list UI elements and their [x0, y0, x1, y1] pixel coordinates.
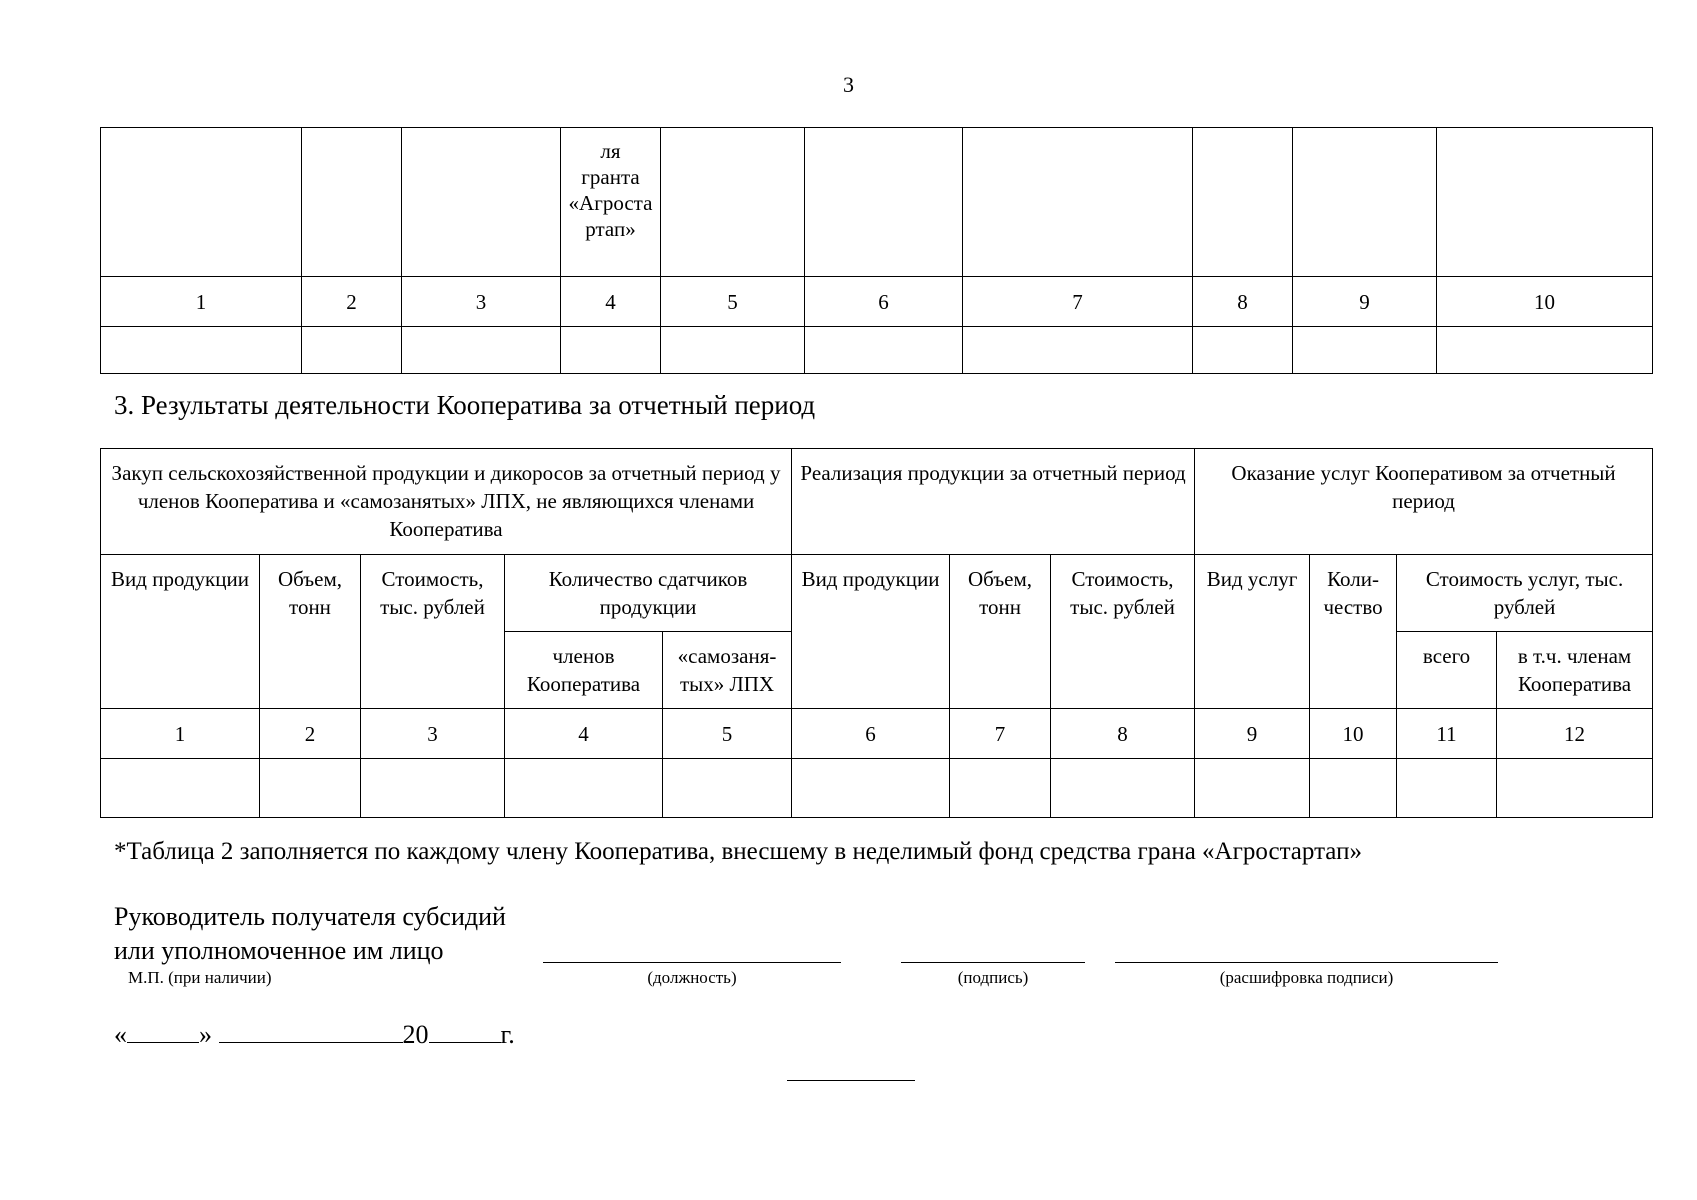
column-number: 7: [963, 277, 1193, 327]
col-members: членов Кооператива: [505, 632, 663, 709]
name-line[interactable]: [1115, 962, 1498, 963]
col-services-cost: Стоимость услуг, тыс. рублей: [1397, 555, 1653, 632]
header-text-line: ля: [600, 139, 621, 163]
column-number: 2: [302, 277, 402, 327]
input-cell[interactable]: [1397, 759, 1497, 818]
column-number: 6: [792, 709, 950, 759]
input-cell[interactable]: [101, 759, 260, 818]
col-cost: Стоимость, тыс. рублей: [361, 555, 505, 709]
date-close-quote: »: [199, 1020, 212, 1049]
position-caption: (должность): [647, 968, 737, 987]
input-cell[interactable]: [661, 327, 805, 374]
month-blank[interactable]: [219, 1020, 403, 1043]
group-header-purchase: Закуп сельскохозяйственной продукции и дикоросов за отчетный период у членов Кооператива и «самозанятых» ЛПХ, не являющихся членами Кооператива: [101, 449, 792, 555]
col-suppliers-count: Количество сдатчиков продукции: [505, 555, 792, 632]
day-blank[interactable]: [127, 1020, 199, 1043]
year-blank[interactable]: [429, 1020, 501, 1043]
name-caption: (расшифровка подписи): [1219, 968, 1394, 987]
input-cell[interactable]: [260, 759, 361, 818]
column-number: 4: [505, 709, 663, 759]
column-number: 6: [805, 277, 963, 327]
column-number: 3: [361, 709, 505, 759]
signer-title-line-2: или уполномоченное им лицо: [114, 936, 444, 965]
col-sales-cost: Стоимость, тыс. рублей: [1051, 555, 1195, 709]
input-cell[interactable]: [792, 759, 950, 818]
section-3-title: 3. Результаты деятельности Кооператива за отчетный период: [114, 390, 816, 420]
position-line[interactable]: [543, 962, 841, 963]
column-number: 8: [1193, 277, 1293, 327]
input-cell[interactable]: [302, 327, 402, 374]
column-number: 10: [1310, 709, 1397, 759]
closing-separator: [787, 1080, 915, 1081]
column-number: 5: [663, 709, 792, 759]
header-cell: [101, 128, 302, 277]
date-line: [114, 1020, 515, 1050]
column-number: 9: [1293, 277, 1437, 327]
header-cell: [1193, 128, 1293, 277]
header-text-line: гранта: [581, 165, 640, 189]
input-cell[interactable]: [1310, 759, 1397, 818]
input-cell[interactable]: [1193, 327, 1293, 374]
col-volume: Объем, тонн: [260, 555, 361, 709]
input-cell[interactable]: [1051, 759, 1195, 818]
col-sales-product-type: Вид продукции: [792, 555, 950, 709]
col-sales-volume: Объем, тонн: [950, 555, 1051, 709]
column-number: 5: [661, 277, 805, 327]
column-number: 1: [101, 709, 260, 759]
column-number: 1: [101, 277, 302, 327]
signature-line[interactable]: [901, 962, 1085, 963]
column-number: 10: [1437, 277, 1653, 327]
col-quantity: Коли-чество: [1310, 555, 1397, 709]
column-number: 12: [1497, 709, 1653, 759]
input-cell[interactable]: [1195, 759, 1310, 818]
input-cell[interactable]: [505, 759, 663, 818]
input-cell[interactable]: [1437, 327, 1653, 374]
footnote: *Таблица 2 заполняется по каждому члену Кооператива, внесшему в неделимый фонд средства грана «Агростартап»: [114, 838, 1362, 865]
header-cell: [661, 128, 805, 277]
input-cell[interactable]: [361, 759, 505, 818]
col-self-employed: «самозаня-тых» ЛПХ: [663, 632, 792, 709]
column-number: 9: [1195, 709, 1310, 759]
input-cell[interactable]: [1497, 759, 1653, 818]
input-cell[interactable]: [663, 759, 792, 818]
header-cell: [402, 128, 561, 277]
input-cell[interactable]: [1293, 327, 1437, 374]
year-suffix: г.: [500, 1020, 515, 1049]
column-number: 11: [1397, 709, 1497, 759]
year-prefix: 20: [402, 1020, 429, 1049]
header-text-line: «Агроста: [568, 191, 653, 215]
column-number: 4: [561, 277, 661, 327]
group-header-services: Оказание услуг Кооперативом за отчетный период: [1195, 449, 1653, 555]
input-cell[interactable]: [950, 759, 1051, 818]
input-cell[interactable]: [963, 327, 1193, 374]
col-product-type: Вид продукции: [101, 555, 260, 709]
date-open-quote: «: [114, 1020, 127, 1049]
header-cell-grant: [561, 128, 661, 277]
header-cell: [1437, 128, 1653, 277]
col-total: всего: [1397, 632, 1497, 709]
col-incl-members: в т.ч. членам Кооператива: [1497, 632, 1653, 709]
column-number: 8: [1051, 709, 1195, 759]
group-header-sales: Реализация продукции за отчетный период: [792, 449, 1195, 555]
results-table: [100, 448, 1653, 818]
input-cell[interactable]: [561, 327, 661, 374]
continued-table: [100, 127, 1653, 374]
page-number: 3: [843, 72, 854, 97]
input-cell[interactable]: [101, 327, 302, 374]
header-text-line: ртап»: [585, 217, 636, 241]
signer-title-line-1: Руководитель получателя субсидий: [114, 902, 506, 931]
input-cell[interactable]: [805, 327, 963, 374]
header-cell: [805, 128, 963, 277]
column-number: 2: [260, 709, 361, 759]
column-number: 3: [402, 277, 561, 327]
header-cell: [302, 128, 402, 277]
col-service-type: Вид услуг: [1195, 555, 1310, 709]
header-cell: [963, 128, 1193, 277]
column-number: 7: [950, 709, 1051, 759]
input-cell[interactable]: [402, 327, 561, 374]
signature-caption: (подпись): [957, 968, 1029, 987]
stamp-note: М.П. (при наличии): [128, 968, 272, 987]
header-cell: [1293, 128, 1437, 277]
